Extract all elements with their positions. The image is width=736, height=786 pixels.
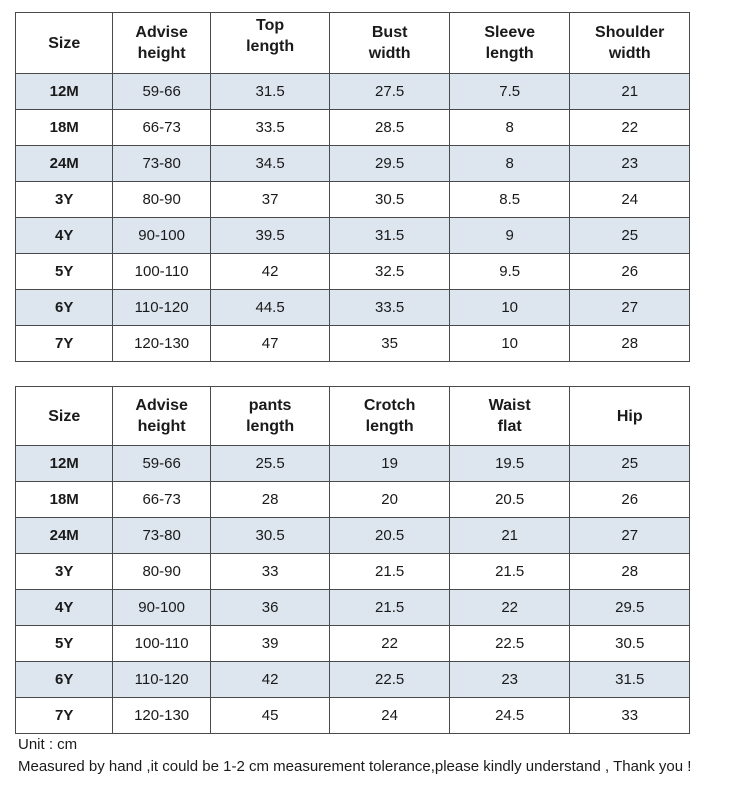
bottom-value-cell: 21 — [449, 518, 570, 554]
bottom-table-row — [16, 662, 690, 698]
top-value-cell: 73-80 — [113, 146, 210, 182]
bottom-value-cell: 100-110 — [113, 626, 210, 662]
top-value-cell: 28.5 — [330, 110, 450, 146]
bottom-value-cell: 120-130 — [113, 698, 210, 734]
top-header-cell — [570, 13, 690, 74]
top-header-text: Shoulder — [595, 24, 665, 41]
bottom-value-cell: 59-66 — [113, 446, 210, 482]
bottom-header-text: length — [246, 418, 295, 435]
top-value-cell: 8 — [449, 110, 570, 146]
top-table-row — [16, 110, 690, 146]
top-header-cell — [16, 13, 113, 74]
bottom-table-row — [16, 590, 690, 626]
bottom-header-text: Waist — [488, 397, 531, 414]
top-table-row — [16, 254, 690, 290]
bottom-value-cell: 33 — [570, 698, 690, 734]
bottom-header-text: length — [365, 418, 414, 435]
top-value-cell: 27 — [570, 290, 690, 326]
bottom-header-cell — [330, 387, 450, 446]
top-value-cell: 80-90 — [113, 182, 210, 218]
bottom-table-row — [16, 482, 690, 518]
top-value-cell: 21 — [570, 74, 690, 110]
bottom-size-cell: 3Y — [16, 554, 113, 590]
bottom-header-text: height — [137, 418, 186, 435]
top-value-cell: 23 — [570, 146, 690, 182]
top-header-text: width — [368, 45, 411, 62]
bottom-header-cell — [210, 387, 330, 446]
bottom-value-cell: 42 — [210, 662, 330, 698]
bottom-value-cell: 20.5 — [449, 482, 570, 518]
bottom-value-cell: 19.5 — [449, 446, 570, 482]
bottom-value-cell: 28 — [570, 554, 690, 590]
top-header-text: Bust — [371, 24, 408, 41]
top-header-cell — [113, 13, 210, 74]
bottom-size-cell: 5Y — [16, 626, 113, 662]
top-value-cell: 7.5 — [449, 74, 570, 110]
top-header-text: Sleeve — [484, 24, 536, 41]
top-value-cell: 34.5 — [210, 146, 330, 182]
bottom-size-table-body — [16, 387, 690, 734]
top-value-cell: 29.5 — [330, 146, 450, 182]
top-value-cell: 90-100 — [113, 218, 210, 254]
top-value-cell: 42 — [210, 254, 330, 290]
top-value-cell: 22 — [570, 110, 690, 146]
bottom-value-cell: 30.5 — [570, 626, 690, 662]
top-value-cell: 66-73 — [113, 110, 210, 146]
bottom-value-cell: 20.5 — [330, 518, 450, 554]
bottom-header-row — [16, 387, 690, 446]
bottom-value-cell: 22.5 — [330, 662, 450, 698]
bottom-value-cell: 28 — [210, 482, 330, 518]
top-header-cell — [210, 13, 330, 74]
top-header-text: length — [246, 38, 295, 55]
top-size-table-body — [16, 13, 690, 362]
bottom-value-cell: 24 — [330, 698, 450, 734]
top-size-cell: 12M — [16, 74, 113, 110]
top-size-cell: 7Y — [16, 326, 113, 362]
bottom-table-row — [16, 446, 690, 482]
bottom-value-cell: 90-100 — [113, 590, 210, 626]
top-table-row — [16, 290, 690, 326]
bottom-value-cell: 21.5 — [330, 554, 450, 590]
bottom-value-cell: 25.5 — [210, 446, 330, 482]
bottom-header-text: flat — [497, 418, 522, 435]
bottom-value-cell: 22 — [330, 626, 450, 662]
bottom-header-text: Hip — [616, 407, 643, 425]
top-value-cell: 47 — [210, 326, 330, 362]
bottom-value-cell: 21.5 — [330, 590, 450, 626]
bottom-header-text: Size — [48, 407, 81, 425]
top-value-cell: 35 — [330, 326, 450, 362]
top-header-cell — [330, 13, 450, 74]
bottom-value-cell: 31.5 — [570, 662, 690, 698]
bottom-value-cell: 30.5 — [210, 518, 330, 554]
top-header-text: height — [137, 45, 186, 62]
top-header-row — [16, 13, 690, 74]
top-size-cell: 4Y — [16, 218, 113, 254]
bottom-value-cell: 33 — [210, 554, 330, 590]
bottom-size-table — [15, 386, 690, 734]
top-value-cell: 44.5 — [210, 290, 330, 326]
bottom-size-cell: 24M — [16, 518, 113, 554]
bottom-header-cell — [570, 387, 690, 446]
top-table-row — [16, 218, 690, 254]
top-size-cell: 6Y — [16, 290, 113, 326]
bottom-value-cell: 45 — [210, 698, 330, 734]
top-value-cell: 32.5 — [330, 254, 450, 290]
top-size-cell: 18M — [16, 110, 113, 146]
top-table-row — [16, 326, 690, 362]
bottom-value-cell: 21.5 — [449, 554, 570, 590]
top-value-cell: 30.5 — [330, 182, 450, 218]
bottom-size-cell: 12M — [16, 446, 113, 482]
top-header-cell — [449, 13, 570, 74]
top-value-cell: 39.5 — [210, 218, 330, 254]
top-header-text: Top — [256, 17, 285, 34]
bottom-table-row — [16, 554, 690, 590]
top-value-cell: 9 — [449, 218, 570, 254]
top-value-cell: 120-130 — [113, 326, 210, 362]
top-header-text: length — [485, 45, 534, 62]
bottom-header-text: Advise — [135, 397, 188, 414]
bottom-header-text: pants — [248, 397, 292, 414]
bottom-header-cell — [16, 387, 113, 446]
bottom-value-cell: 110-120 — [113, 662, 210, 698]
top-size-cell: 24M — [16, 146, 113, 182]
bottom-value-cell: 26 — [570, 482, 690, 518]
bottom-size-cell: 6Y — [16, 662, 113, 698]
bottom-value-cell: 39 — [210, 626, 330, 662]
top-size-cell: 3Y — [16, 182, 113, 218]
top-value-cell: 8.5 — [449, 182, 570, 218]
top-table-row — [16, 182, 690, 218]
top-value-cell: 24 — [570, 182, 690, 218]
top-value-cell: 59-66 — [113, 74, 210, 110]
bottom-value-cell: 23 — [449, 662, 570, 698]
top-value-cell: 100-110 — [113, 254, 210, 290]
bottom-value-cell: 19 — [330, 446, 450, 482]
top-header-text: width — [608, 45, 651, 62]
bottom-table-row — [16, 518, 690, 554]
bottom-value-cell: 80-90 — [113, 554, 210, 590]
top-value-cell: 26 — [570, 254, 690, 290]
bottom-header-cell — [449, 387, 570, 446]
bottom-table-row — [16, 626, 690, 662]
top-value-cell: 37 — [210, 182, 330, 218]
bottom-value-cell: 27 — [570, 518, 690, 554]
top-table-row — [16, 74, 690, 110]
top-table-row — [16, 146, 690, 182]
bottom-size-cell: 4Y — [16, 590, 113, 626]
bottom-value-cell: 25 — [570, 446, 690, 482]
bottom-header-text: Crotch — [363, 397, 416, 414]
unit-note: Unit : cm — [18, 736, 78, 753]
bottom-size-cell: 18M — [16, 482, 113, 518]
top-value-cell: 110-120 — [113, 290, 210, 326]
top-value-cell: 25 — [570, 218, 690, 254]
top-value-cell: 9.5 — [449, 254, 570, 290]
bottom-value-cell: 73-80 — [113, 518, 210, 554]
bottom-value-cell: 22 — [449, 590, 570, 626]
top-value-cell: 10 — [449, 290, 570, 326]
top-header-text: Size — [48, 34, 81, 52]
bottom-value-cell: 22.5 — [449, 626, 570, 662]
bottom-header-cell — [113, 387, 210, 446]
bottom-value-cell: 20 — [330, 482, 450, 518]
top-value-cell: 31.5 — [210, 74, 330, 110]
top-value-cell: 8 — [449, 146, 570, 182]
tolerance-note: Measured by hand ,it could be 1-2 cm measurement tolerance,please kindly understand , Thank you ! — [18, 758, 692, 775]
top-size-cell: 5Y — [16, 254, 113, 290]
top-value-cell: 33.5 — [210, 110, 330, 146]
top-header-text: Advise — [135, 24, 188, 41]
bottom-table-row — [16, 698, 690, 734]
bottom-value-cell: 29.5 — [570, 590, 690, 626]
top-value-cell: 10 — [449, 326, 570, 362]
top-value-cell: 28 — [570, 326, 690, 362]
bottom-size-cell: 7Y — [16, 698, 113, 734]
bottom-value-cell: 66-73 — [113, 482, 210, 518]
top-value-cell: 33.5 — [330, 290, 450, 326]
top-value-cell: 27.5 — [330, 74, 450, 110]
top-value-cell: 31.5 — [330, 218, 450, 254]
top-size-table — [15, 12, 690, 362]
bottom-value-cell: 24.5 — [449, 698, 570, 734]
bottom-value-cell: 36 — [210, 590, 330, 626]
